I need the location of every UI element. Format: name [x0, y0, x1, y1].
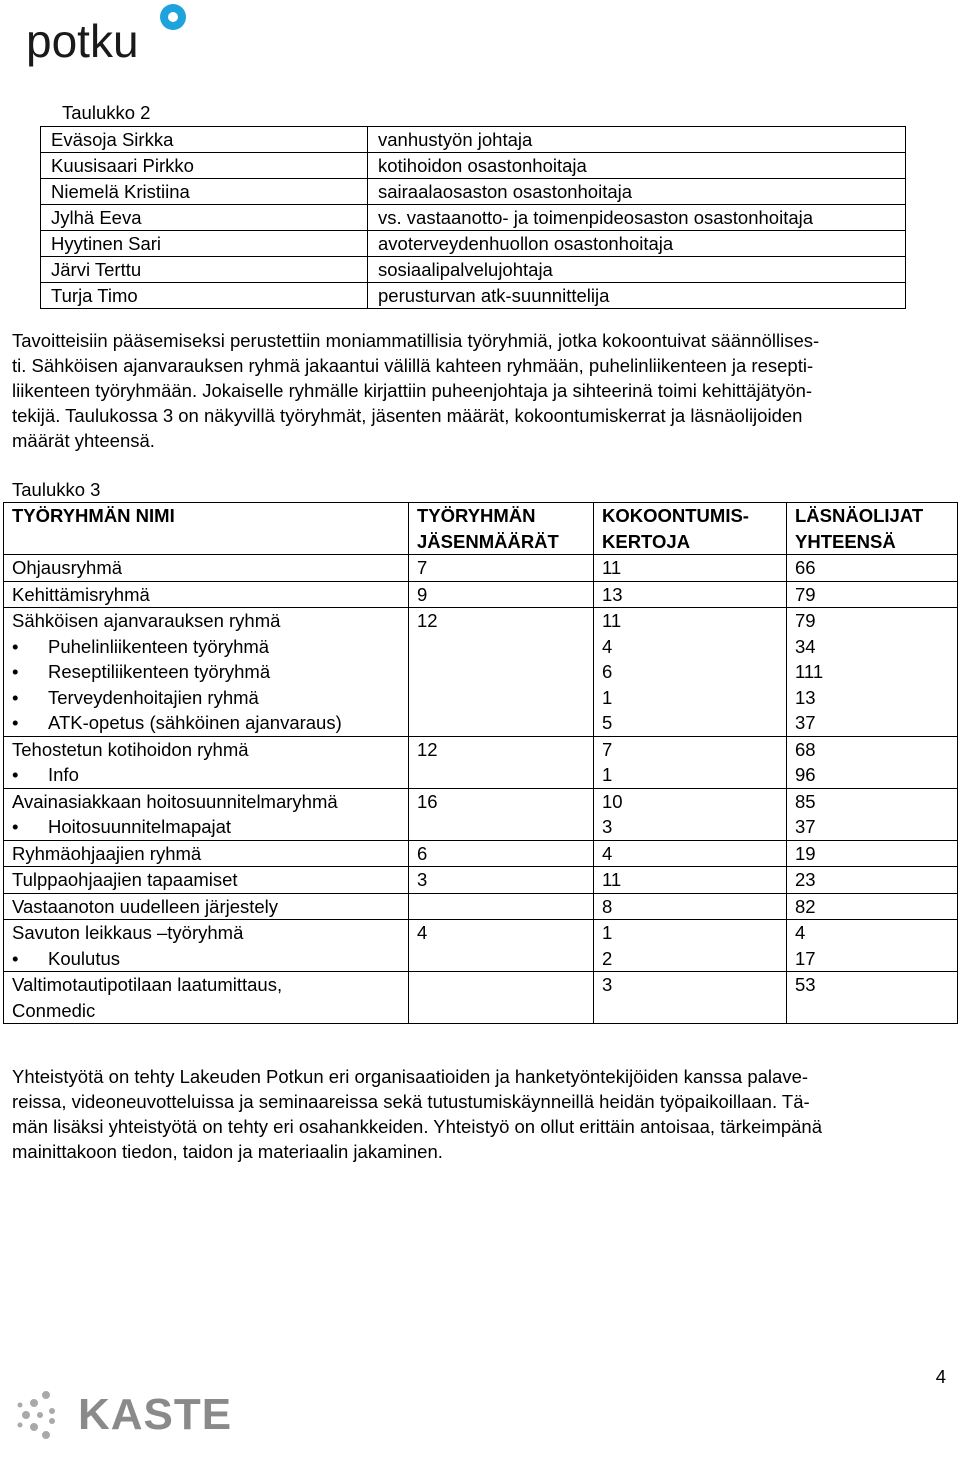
paragraph-line: määrät yhteensä. — [12, 430, 155, 451]
paragraph-line: mainittakoon tiedon, taidon ja materiaalin jakaminen. — [12, 1141, 443, 1162]
group-name-cell — [4, 867, 409, 894]
attendees-value: 79 — [795, 583, 816, 605]
members-cell: 9 — [409, 581, 594, 608]
subgroup-item: • Puhelinliikenteen työryhmä — [12, 634, 400, 660]
column-header — [4, 503, 409, 555]
meetings-value: 5 — [602, 712, 613, 733]
table3-row — [4, 893, 958, 920]
meetings-cell — [594, 840, 787, 867]
table3-row — [4, 736, 958, 788]
kaste-logo-text: KASTE — [78, 1390, 233, 1439]
paragraph-line: ti. Sähköisen ajanvarauksen ryhmä jakaantui välillä kahteen ryhmään, puhelinliikenteen ja resepti- — [12, 355, 814, 376]
person-title-cell: avoterveydenhuollon osastonhoitaja — [368, 231, 906, 257]
column-header-line: YHTEENSÄ — [795, 530, 896, 552]
subgroup-item: • Terveydenhoitajien ryhmä — [12, 685, 400, 711]
members-cell: 4 — [409, 920, 594, 972]
meetings-value: 8 — [602, 895, 613, 917]
attendees-cell — [787, 867, 958, 894]
meetings-cell — [594, 867, 787, 894]
meetings-value: 7 — [602, 738, 613, 760]
person-title-cell: sosiaalipalvelujohtaja — [368, 257, 906, 283]
attendees-value: 19 — [795, 842, 816, 864]
paragraph-line: tekijä. Taulukossa 3 on näkyvillä työryhmät, jäsenten määrät, kokoontumiskerrat ja läsnäolijoiden — [12, 405, 803, 426]
attendees-value: 79 — [795, 610, 816, 631]
column-header-line: KOKOONTUMIS- — [602, 505, 749, 526]
paragraph-line: liikenteen työryhmään. Jokaiselle ryhmälle kirjattiin puheenjohtaja ja sihteerinä toimi kehittäjätyön- — [12, 380, 813, 401]
person-name-cell: Turja Timo — [41, 283, 368, 309]
attendees-value: 37 — [795, 816, 816, 837]
group-name: Avainasiakkaan hoitosuunnitelmaryhmä — [12, 790, 338, 812]
group-name: Tulppaohjaajien tapaamiset — [12, 869, 238, 890]
attendees-value: 53 — [795, 974, 816, 995]
attendees-cell — [787, 555, 958, 582]
person-title-cell: vanhustyön johtaja — [368, 127, 906, 153]
meetings-value: 11 — [602, 557, 622, 578]
table3-row — [4, 608, 958, 737]
person-name-cell: Niemelä Kristiina — [41, 179, 368, 205]
subgroup-item: • Reseptiliikenteen työryhmä — [12, 659, 400, 685]
table3-row — [4, 581, 958, 608]
group-name: Tehostetun kotihoidon ryhmä — [12, 738, 249, 760]
attendees-value: 68 — [795, 738, 816, 760]
paragraph-line: Yhteistyötä on tehty Lakeuden Potkun eri organisaatioiden ja hanketyöntekijöiden kanssa palave- — [12, 1066, 809, 1087]
members-cell: 12 — [409, 608, 594, 737]
table3-row — [4, 972, 958, 1024]
table2-row — [41, 179, 906, 205]
attendees-cell — [787, 972, 958, 1024]
column-header — [409, 503, 594, 555]
members-cell: 6 — [409, 840, 594, 867]
meetings-cell — [594, 608, 787, 737]
column-header-line: TYÖRYHMÄN — [417, 505, 536, 526]
meetings-value: 1 — [602, 922, 613, 943]
column-header-line: JÄSENMÄÄRÄT — [417, 530, 559, 552]
potku-logo-text: potku — [26, 15, 139, 67]
group-name-cell — [4, 972, 409, 1024]
members-cell: 3 — [409, 867, 594, 894]
attendees-cell — [787, 788, 958, 840]
table3-header-row — [4, 503, 958, 555]
attendees-value: 23 — [795, 869, 816, 890]
attendees-value: 13 — [795, 686, 816, 708]
table3-row — [4, 555, 958, 582]
meetings-value: 1 — [602, 764, 613, 785]
meetings-value: 4 — [602, 635, 613, 657]
group-name: Ryhmäohjaajien ryhmä — [12, 842, 202, 864]
attendees-value: 4 — [795, 922, 806, 943]
group-name-continued: Conmedic — [12, 999, 96, 1021]
attendees-value: 17 — [795, 947, 816, 969]
person-title-cell: vs. vastaanotto- ja toimenpideosaston osastonhoitaja — [368, 205, 906, 231]
subgroup-item: • Info — [12, 762, 400, 788]
kaste-logo — [12, 1385, 232, 1445]
table2-caption: Taulukko 2 — [62, 102, 151, 123]
table2-row — [41, 283, 906, 309]
potku-logo-dot-icon — [160, 4, 186, 30]
group-name: Vastaanoton uudelleen järjestely — [12, 895, 279, 917]
page-number: 4 — [935, 1366, 946, 1387]
attendees-cell — [787, 893, 958, 920]
attendees-cell — [787, 840, 958, 867]
subgroup-item: • Koulutus — [12, 946, 400, 972]
meetings-cell — [594, 920, 787, 972]
meetings-value: 11 — [602, 610, 622, 631]
subgroup-item: • Hoitosuunnitelmapajat — [12, 814, 400, 840]
table2-row — [41, 231, 906, 257]
potku-logo — [26, 2, 139, 67]
members-cell: 16 — [409, 788, 594, 840]
attendees-value: 111 — [795, 661, 824, 682]
meetings-cell — [594, 788, 787, 840]
table2 — [40, 126, 906, 309]
column-header — [787, 503, 958, 555]
group-name-cell — [4, 736, 409, 788]
table3-row — [4, 867, 958, 894]
kaste-logo-mark-icon — [12, 1385, 72, 1445]
meetings-cell — [594, 736, 787, 788]
group-name: Savuton leikkaus –työryhmä — [12, 922, 244, 943]
attendees-value: 34 — [795, 635, 816, 657]
meetings-value: 2 — [602, 947, 613, 969]
table3 — [3, 502, 958, 1024]
meetings-cell — [594, 555, 787, 582]
table3-row — [4, 788, 958, 840]
meetings-value: 10 — [602, 790, 623, 812]
attendees-value: 82 — [795, 895, 816, 917]
members-cell — [409, 972, 594, 1024]
attendees-value: 66 — [795, 557, 816, 578]
attendees-value: 37 — [795, 712, 816, 733]
members-cell: 12 — [409, 736, 594, 788]
meetings-cell — [594, 581, 787, 608]
members-cell: 7 — [409, 555, 594, 582]
paragraph-line: reissa, videoneuvotteluissa ja seminaareissa sekä tutustumiskäynneillä heidän työpaikoillaan. Tä- — [12, 1091, 810, 1112]
paragraph-2 — [12, 1064, 948, 1164]
group-name-cell — [4, 608, 409, 737]
group-name-cell — [4, 893, 409, 920]
paragraph-line: Tavoitteisiin pääsemiseksi perustettiin moniammatillisia työryhmiä, jotka kokoontuivat säännöllises- — [12, 330, 820, 351]
meetings-value: 3 — [602, 974, 613, 995]
person-title-cell: kotihoidon osastonhoitaja — [368, 153, 906, 179]
group-name-cell — [4, 581, 409, 608]
person-name-cell: Eväsoja Sirkka — [41, 127, 368, 153]
group-name: Sähköisen ajanvarauksen ryhmä — [12, 610, 281, 631]
table3-row — [4, 920, 958, 972]
paragraph-line: män lisäksi yhteistyötä on tehty eri osahankkeiden. Yhteistyö on ollut erittäin antoisaa, tärkeimpänä — [12, 1116, 823, 1137]
table2-row — [41, 205, 906, 231]
group-name-cell — [4, 840, 409, 867]
attendees-cell — [787, 608, 958, 737]
person-name-cell: Hyytinen Sari — [41, 231, 368, 257]
attendees-cell — [787, 736, 958, 788]
person-title-cell: perusturvan atk-suunnittelija — [368, 283, 906, 309]
group-name: Kehittämisryhmä — [12, 583, 150, 605]
attendees-cell — [787, 581, 958, 608]
column-header — [594, 503, 787, 555]
subgroup-item: • ATK-opetus (sähköinen ajanvaraus) — [12, 710, 400, 736]
group-name: Ohjausryhmä — [12, 557, 123, 578]
paragraph-1 — [12, 328, 948, 453]
meetings-value: 11 — [602, 869, 622, 890]
person-name-cell: Jylhä Eeva — [41, 205, 368, 231]
meetings-cell — [594, 893, 787, 920]
meetings-value: 4 — [602, 842, 613, 864]
table3-caption: Taulukko 3 — [12, 479, 101, 500]
group-name: Valtimotautipotilaan laatumittaus, — [12, 974, 283, 995]
meetings-value: 3 — [602, 816, 613, 837]
column-header-line: TYÖRYHMÄN NIMI — [12, 505, 175, 526]
group-name-cell — [4, 920, 409, 972]
members-cell — [409, 893, 594, 920]
person-name-cell: Järvi Terttu — [41, 257, 368, 283]
column-header-line: KERTOJA — [602, 530, 691, 552]
meetings-value: 6 — [602, 661, 613, 682]
table2-row — [41, 153, 906, 179]
attendees-cell — [787, 920, 958, 972]
table2-row — [41, 127, 906, 153]
attendees-value: 96 — [795, 764, 816, 785]
table3-row — [4, 840, 958, 867]
attendees-value: 85 — [795, 790, 816, 812]
meetings-value: 13 — [602, 583, 623, 605]
column-header-line: LÄSNÄOLIJAT — [795, 505, 924, 526]
meetings-cell — [594, 972, 787, 1024]
group-name-cell — [4, 555, 409, 582]
person-name-cell: Kuusisaari Pirkko — [41, 153, 368, 179]
meetings-value: 1 — [602, 686, 613, 708]
group-name-cell — [4, 788, 409, 840]
table2-row — [41, 257, 906, 283]
person-title-cell: sairaalaosaston osastonhoitaja — [368, 179, 906, 205]
